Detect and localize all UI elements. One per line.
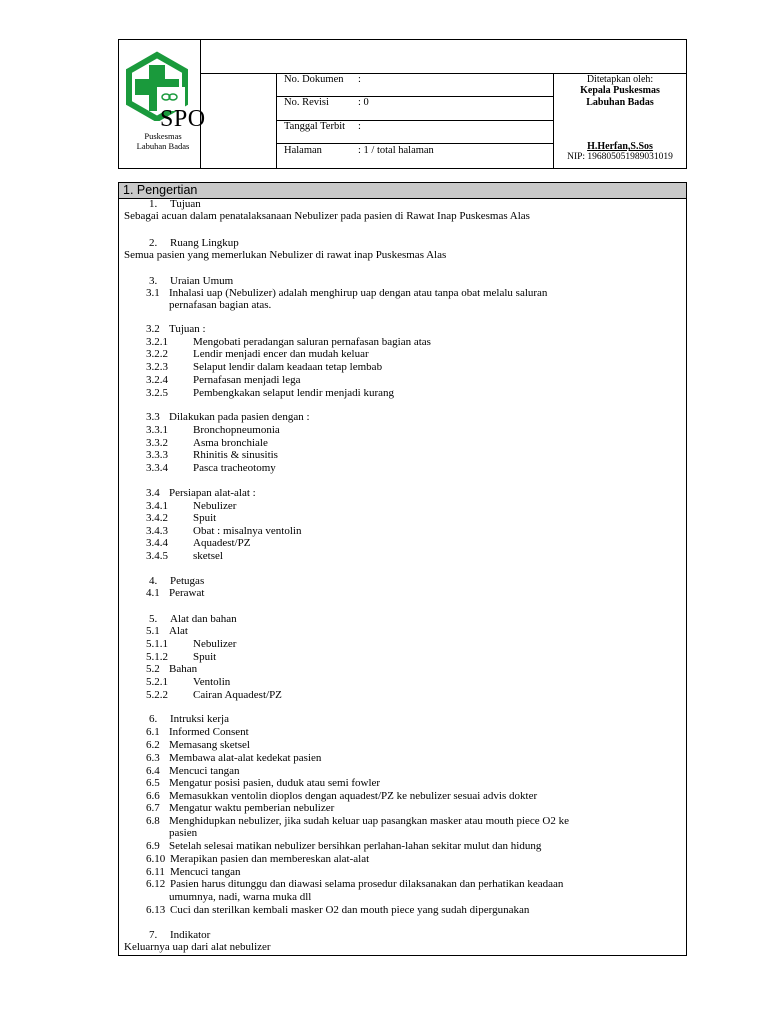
list-item-number: 6.1 xyxy=(146,726,160,738)
list-item-number: 6.10 xyxy=(146,853,166,865)
section-heading-bar xyxy=(119,183,686,199)
doc-number-value: : xyxy=(358,74,361,85)
list-item-text: Bronchopneumonia xyxy=(193,424,280,436)
list-item-text: Keluarnya uap dari alat nebulizer xyxy=(124,941,271,953)
list-item-text: Alat xyxy=(169,625,188,637)
list-item-number: 6.5 xyxy=(146,777,160,789)
list-item-text: Merapikan pasien dan membereskan alat-alat xyxy=(170,853,370,865)
list-item-text: pasien xyxy=(169,827,198,839)
list-item-number: 1. xyxy=(149,198,158,210)
list-item-text: Dilakukan pada pasien dengan : xyxy=(169,411,310,423)
list-item-number: 5.1 xyxy=(146,625,160,637)
approver-name: H.Herfan,S.Sos xyxy=(587,141,653,152)
list-item-number: 2. xyxy=(149,237,158,249)
list-item-number: 6. xyxy=(149,713,158,725)
list-item-text: Mengobati peradangan saluran pernafasan bagian atas xyxy=(193,336,431,348)
list-item-text: Bahan xyxy=(169,663,198,675)
approver-title-line1: Kepala Puskesmas xyxy=(580,85,660,96)
list-item-text: Alat dan bahan xyxy=(170,613,237,625)
list-item-number: 3.3.3 xyxy=(146,449,168,461)
list-item-text: Sebagai acuan dalam penatalaksanaan Nebulizer pada pasien di Rawat Inap Puskesmas Alas xyxy=(124,210,530,222)
list-item-text: Memasang sketsel xyxy=(169,739,250,751)
header-divider xyxy=(276,73,277,169)
issue-date-label: Tanggal Terbit xyxy=(284,121,346,132)
list-item-text: Pernafasan menjadi lega xyxy=(193,374,301,386)
list-item-number: 3.3.4 xyxy=(146,462,168,474)
list-item-number: 3.2.1 xyxy=(146,336,168,348)
list-item-text: Asma bronchiale xyxy=(193,437,268,449)
list-item-number: 6.4 xyxy=(146,765,160,777)
list-item-number: 4.1 xyxy=(146,587,160,599)
revision-label: No. Revisi xyxy=(284,97,329,108)
list-item-number: 3.4 xyxy=(146,487,160,499)
list-item-text: Ruang Lingkup xyxy=(170,237,239,249)
list-item-number: 6.8 xyxy=(146,815,160,827)
list-item-number: 3.2.5 xyxy=(146,387,168,399)
list-item-text: Pembengkakan selaput lendir menjadi kurang xyxy=(193,387,394,399)
list-item-text: Pasien harus ditunggu dan diawasi selama prosedur dilaksanakan dan perhatikan keadaan xyxy=(170,878,564,890)
issue-date-value: : xyxy=(358,121,361,132)
list-item-text: Cairan Aquadest/PZ xyxy=(193,689,282,701)
page-value: : 1 / total halaman xyxy=(358,145,434,156)
header-divider xyxy=(276,143,553,144)
list-item-number: 3.4.5 xyxy=(146,550,168,562)
list-item-text: Nebulizer xyxy=(193,500,237,512)
list-item-number: 6.6 xyxy=(146,790,160,802)
list-item-text: Mencuci tangan xyxy=(170,866,241,878)
org-name-line2: Labuhan Badas xyxy=(136,141,190,151)
list-item-number: 3.3.1 xyxy=(146,424,168,436)
list-item-text: Rhinitis & sinusitis xyxy=(193,449,278,461)
list-item-number: 3.4.3 xyxy=(146,525,168,537)
list-item-text: Informed Consent xyxy=(169,726,249,738)
list-item-text: pernafasan bagian atas. xyxy=(169,299,272,311)
list-item-text: Menghidupkan nebulizer, jika sudah keluar uap pasangkan masker atau mouth piece O2 ke xyxy=(169,815,570,827)
list-item-text: Uraian Umum xyxy=(170,275,234,287)
spo-title: SPO xyxy=(160,106,206,132)
list-item-text: Memasukkan ventolin dioplos dengan aquadest/PZ ke nebulizer sesuai advis dokter xyxy=(169,790,538,802)
list-item-number: 3.4.1 xyxy=(146,500,168,512)
list-item-number: 6.11 xyxy=(146,866,165,878)
list-item-text: Perawat xyxy=(169,587,205,599)
list-item-number: 3.2 xyxy=(146,323,160,335)
list-item-text: Indikator xyxy=(170,929,211,941)
list-item-text: Semua pasien yang memerlukan Nebulizer di rawat inap Puskesmas Alas xyxy=(124,249,447,261)
list-item-number: 6.3 xyxy=(146,752,160,764)
list-item-text: Setelah selesai matikan nebulizer bersihkan perlahan-lahan sekitar mulut dan hidung xyxy=(169,840,542,852)
list-item-number: 3.2.4 xyxy=(146,374,168,386)
list-item-text: Tujuan xyxy=(170,198,201,210)
list-item-number: 6.13 xyxy=(146,904,166,916)
list-item-number: 3.3.2 xyxy=(146,437,168,449)
list-item-number: 5.2.1 xyxy=(146,676,168,688)
list-item-number: 5.1.1 xyxy=(146,638,168,650)
list-item-number: 6.2 xyxy=(146,739,160,751)
list-item-number: 3.2.3 xyxy=(146,361,168,373)
approver-title-line2: Labuhan Badas xyxy=(586,97,654,108)
revision-value: : 0 xyxy=(358,97,369,108)
list-item-text: Spuit xyxy=(193,512,217,524)
list-item-number: 3.1 xyxy=(146,287,160,299)
approver-nip: NIP: 196805051989031019 xyxy=(567,152,673,162)
list-item-number: 5.1.2 xyxy=(146,651,168,663)
header-divider xyxy=(200,39,201,169)
list-item-number: 3.4.4 xyxy=(146,537,168,549)
approved-by-label: Ditetapkan oleh: xyxy=(586,74,654,85)
list-item-text: Membawa alat-alat kedekat pasien xyxy=(169,752,322,764)
page-label: Halaman xyxy=(284,145,322,156)
list-item-number: 6.9 xyxy=(146,840,160,852)
list-item-text: Intruksi kerja xyxy=(170,713,229,725)
list-item-number: 4. xyxy=(149,575,158,587)
list-item-text: Mencuci tangan xyxy=(169,765,240,777)
list-item-text: Ventolin xyxy=(193,676,231,688)
list-item-text: Mengatur waktu pemberian nebulizer xyxy=(169,802,335,814)
list-item-text: Tujuan : xyxy=(169,323,206,335)
list-item-number: 7. xyxy=(149,929,158,941)
list-item-text: Obat : misalnya ventolin xyxy=(193,525,302,537)
list-item-number: 3. xyxy=(149,275,158,287)
list-item-text: Mengatur posisi pasien, duduk atau semi fowler xyxy=(169,777,381,789)
list-item-number: 5.2.2 xyxy=(146,689,168,701)
section-heading: 1. Pengertian xyxy=(123,183,198,197)
list-item-text: sketsel xyxy=(193,550,223,562)
list-item-text: Aquadest/PZ xyxy=(193,537,251,549)
doc-number-label: No. Dokumen xyxy=(284,74,344,85)
list-item-number: 3.3 xyxy=(146,411,160,423)
org-name-line1: Puskesmas xyxy=(144,131,182,141)
list-item-number: 5. xyxy=(149,613,158,625)
list-item-text: Inhalasi uap (Nebulizer) adalah menghirup uap dengan atau tanpa obat melalu saluran xyxy=(169,287,548,299)
list-item-number: 6.12 xyxy=(146,878,166,890)
list-item-text: Selaput lendir dalam keadaan tetap lembab xyxy=(193,361,383,373)
list-item-text: Lendir menjadi encer dan mudah keluar xyxy=(193,348,369,360)
list-item-text: umumnya, nadi, warna muka dll xyxy=(169,891,312,903)
list-item-number: 6.7 xyxy=(146,802,160,814)
list-item-text: Cuci dan sterilkan kembali masker O2 dan mouth piece yang sudah dipergunakan xyxy=(170,904,530,916)
list-item-text: Pasca tracheotomy xyxy=(193,462,276,474)
list-item-number: 3.2.2 xyxy=(146,348,168,360)
list-item-text: Nebulizer xyxy=(193,638,237,650)
list-item-text: Persiapan alat-alat : xyxy=(169,487,256,499)
list-item-number: 5.2 xyxy=(146,663,160,675)
list-item-number: 3.4.2 xyxy=(146,512,168,524)
list-item-text: Petugas xyxy=(170,575,205,587)
list-item-text: Spuit xyxy=(193,651,217,663)
